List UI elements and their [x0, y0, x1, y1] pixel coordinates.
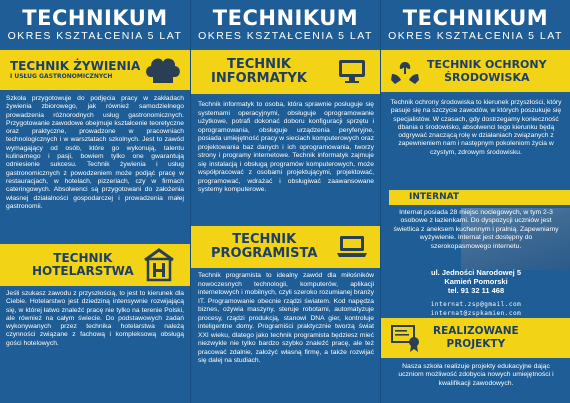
band-title-line2: HOTELARSTWA	[32, 264, 134, 278]
band-title-line1: TECHNIK OCHRONY	[427, 58, 547, 71]
column-header	[381, 0, 570, 48]
band-title-line1: TECHNIK	[232, 232, 297, 247]
band-title-line2: PROGRAMISTA	[211, 246, 318, 261]
certificate-icon	[389, 322, 423, 354]
header-title: TECHNIKUM	[212, 6, 359, 30]
body-technik-zywienia: Szkoła przygotowuje do podjęcia pracy w zakładach żywienia zbiorowego, jak również samodzielnego prowadzenia różnorodnych usług gastronomicznych. Przygotowanie zawodowe obejmuje kształcenie teoretyczne oraz praktyczne, prowadzone w pracowniach technologicznych i w warsztatach szkolnych. Jest to zawód wymagający od osób, które go wykonują, talentu kulinarnego i pasji, bowiem tylko one gwarantują odniesienie sukcesu. Technik żywienia i usług gastronomicznych z powodzeniem może podjąć pracę w restauracjach, w hotelach, pizzeriach, czy w firmach cateringowych. Absolwenci są przygotowani do założenia własnej działalności gospodarczej i prowadzenia małej gastronomii.	[6, 95, 184, 210]
band-title-line1: TECHNIK	[227, 57, 291, 72]
header-title: TECHNIKUM	[402, 6, 549, 30]
address-street: ul. Jedności Narodowej 5	[430, 268, 522, 277]
band-title-line2: ŚRODOWISKA	[444, 71, 530, 84]
band-title-line1: REALIZOWANE	[433, 325, 519, 337]
phone-number: tel. 91 32 11 468	[447, 286, 505, 295]
column-header	[0, 0, 190, 48]
address-block	[381, 268, 570, 318]
band-title-line1: TECHNIK	[53, 251, 113, 265]
header-subtitle: OKRES KSZTAŁCENIA 5 LAT	[388, 30, 563, 42]
band-title-line2: INFORMATYK	[211, 71, 308, 86]
column-header	[191, 0, 380, 48]
internat-title: INTERNAT	[409, 192, 460, 202]
body-realizowane-projekty: Nasza szkoła realizuje projekty edukacyjne dając uczniom możliwość zdobycia nowych umiejętności i kwalifikacji zawodowych.	[398, 363, 554, 387]
header-subtitle: OKRES KSZTAŁCENIA 5 LAT	[7, 30, 183, 42]
band-title-line2: I USŁUG GASTRONOMICZNYCH	[10, 72, 113, 80]
header-title: TECHNIKUM	[22, 6, 168, 30]
body-technik-hotelarstwa: Jeśli szukasz zawodu z przyszłością, to jest to kierunek dla Ciebie. Hotelarstwo jest dziedziną intensywnie rozwijającą się, w której łatwo znaleźć pracę nie tylko na terenie Polski, ale również na całym świecie. Do podstawowych zadań wykonywanych przez technika hotelarstwa należą czynności związane z fachową i kompleksową obsługą gości hotelowych.	[6, 290, 184, 347]
email-1[interactable]: internat.zsp@gmail.com	[430, 301, 522, 308]
body-technik-programista: Technik programista to idealny zawód dla miłośników nowoczesnych technologii, komputerów, aplikacji internetowych i mobilnych, czyli szeroko rozumianej branży IT. Programowanie obecnie rządzi światem. Kod napędza biznes, ożywia maszyny, steruje robotami, automatyzuje procesy, rządzi produkcją, stanowi DNA gier, kontroluje inteligentne domy. Programiści praktycznie tworzą świat XXI wieku, dlatego jako technik programista będziesz mieć niezwykle nie tylko bardzo szybko znaleźć pracę, ale też pracować zdalnie, założyć własną firmę, a także rozwijać się dalej na studiach.	[198, 272, 374, 364]
internat-body: Internat posiada 28 miejsc noclegowych, w tym 2-3 osobowe z łazienkami. Do dyspozycji uczniów jest świetlica z aneksem kuchennym i pralnią. Zapewniamy wyżywienie. Internat jest dostępny do szerokopasmowego internetu.	[393, 209, 559, 250]
band-title-line1: TECHNIK ŻYWIENIA	[10, 58, 141, 73]
monitor-icon	[337, 58, 367, 86]
chef-hat-icon	[141, 52, 185, 88]
address-city: Kamień Pomorski	[444, 277, 508, 286]
body-technik-informatyk: Technik informatyk to osoba, która sprawnie posługuje się systemami operacyjnymi, obsługuje oprogramowanie użytkowe, potrafi dokonać doboru konfiguracji sprzętu i oprogramowania, obsługuje urządzenia peryferyjne, posiada umiejętność pracy w sieciach komputerowych oraz projektowania baz danych i ich oprogramowania, tworzy strony i programy internetowe. Technik informatyk zajmuje się instalacją i obsługą programów komputerowych, może współpracować z osobami projektującymi, projektować, programować, wdrażać i obsługiwać zaawansowane systemy komputerowe.	[198, 101, 374, 193]
hands-plant-icon	[389, 55, 421, 87]
internat-title-bar	[389, 190, 570, 205]
laptop-icon	[335, 233, 369, 261]
body-technik-ochrony-srodowiska: Technik ochrony środowiska to kierunek przyszłości, który pasuje się na szczycie zawodów, w których poszukuje się specjalistów. W czasach, gdy dostrzegamy konieczność dbania o środowisko, absolwenci tego kierunku będą odgrywać znaczącą rolę w działaniach związanych z zapewnieniem nam i następnym pokoleniom życia w czystym, zdrowym środowisku.	[390, 99, 562, 156]
column-3	[380, 0, 570, 403]
hotel-h-icon	[142, 247, 176, 283]
column-2	[190, 0, 380, 403]
band-title-line2: PROJEKTY	[446, 338, 506, 350]
column-1	[0, 0, 190, 403]
header-subtitle: OKRES KSZTAŁCENIA 5 LAT	[198, 30, 373, 42]
email-2[interactable]: internat@zspkamien.com	[430, 310, 522, 317]
